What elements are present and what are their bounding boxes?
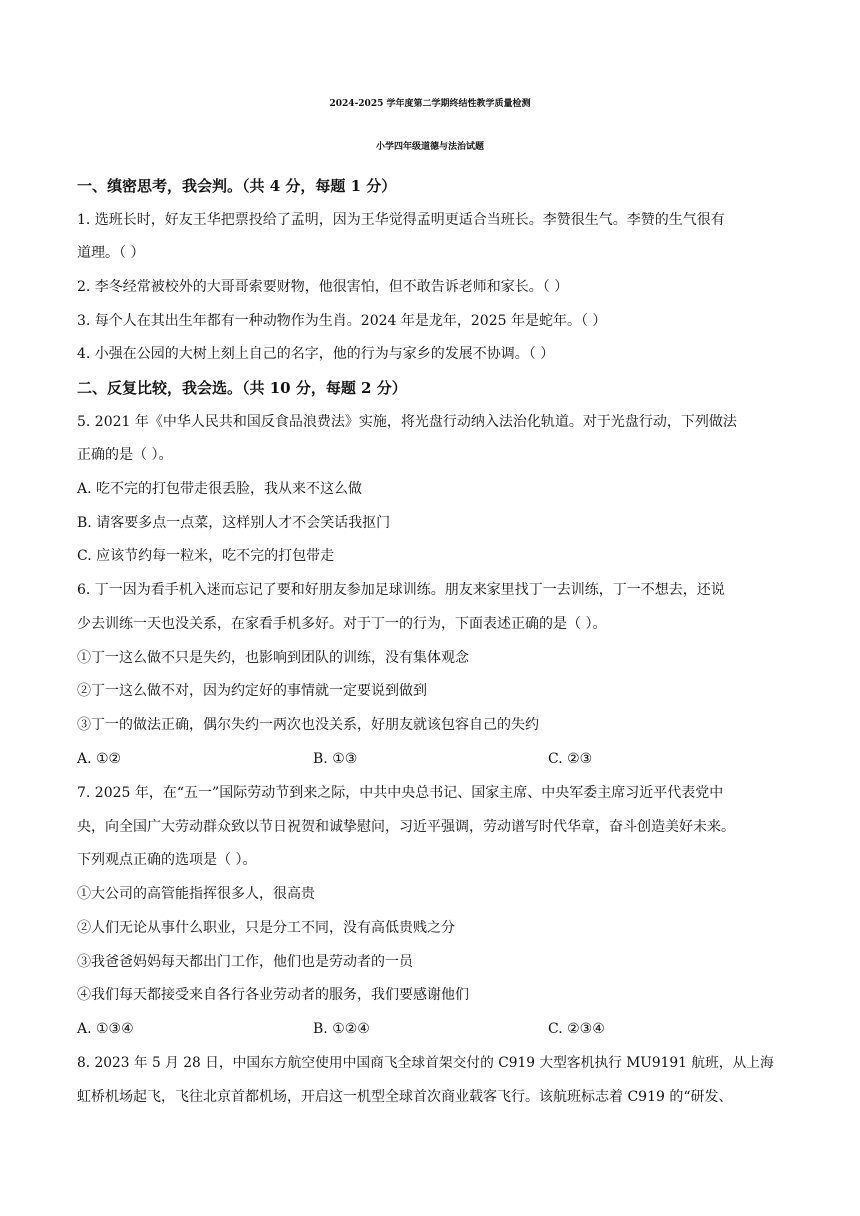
- question-8-line-1: 8. 2023 年 5 月 28 日，中国东方航空使用中国商飞全球首架交付的 C919 大型客机执行 MU9191 航班，从上海: [77, 1055, 774, 1071]
- question-5-option-a: A. 吃不完的打包带走很丢脸，我从来不这么做: [77, 481, 363, 497]
- question-2: 2. 李冬经常被校外的大哥哥索要财物，他很害怕，但不敢告诉老师和家长。（ ）: [77, 279, 569, 295]
- question-7-line-3: 下列观点正确的选项是（ ）。: [77, 852, 257, 868]
- question-5-option-b: B. 请客要多点一点菜，这样别人才不会笑话我抠门: [77, 515, 391, 531]
- section-2-heading: 二、反复比较，我会选。（共 10 分，每题 2 分）: [77, 379, 407, 397]
- question-7-statement-3: ③我爸爸妈妈每天都出门工作，他们也是劳动者的一员: [77, 954, 413, 970]
- question-7-line-1: 7. 2025 年，在“五一”国际劳动节到来之际，中共中央总书记、国家主席、中央军委主席习近平代表党中: [77, 785, 724, 801]
- question-3: 3. 每个人在其出生年都有一种动物作为生肖。2024 年是龙年，2025 年是蛇年。（ ）: [77, 313, 607, 329]
- question-7-option-b: B. ①②④: [313, 1021, 370, 1037]
- question-7-option-c: C. ②③④: [548, 1021, 605, 1037]
- question-7-statement-2: ②人们无论从事什么职业，只是分工不同，没有高低贵贱之分: [77, 920, 455, 936]
- question-4: 4. 小强在公园的大树上刻上自己的名字，他的行为与家乡的发展不协调。（ ）: [77, 346, 555, 362]
- question-7-line-2: 央，向全国广大劳动群众致以节日祝贺和诚挚慰问，习近平强调，劳动谱写时代华章，奋斗创造美好未来。: [77, 819, 735, 835]
- question-6-statement-3: ③丁一的做法正确，偶尔失约一两次也没关系，好朋友就该包容自己的失约: [77, 717, 539, 733]
- question-7-statement-4: ④我们每天都接受来自各行各业劳动者的服务，我们要感谢他们: [77, 987, 469, 1003]
- question-6-option-c: C. ②③: [548, 751, 593, 767]
- question-7-statement-1: ①大公司的高管能指挥很多人，很高贵: [77, 886, 315, 902]
- question-6-statement-2: ②丁一这么做不对，因为约定好的事情就一定要说到做到: [77, 683, 427, 699]
- question-1-line-2: 道理。（ ）: [77, 245, 145, 261]
- question-7-option-a: A. ①③④: [77, 1021, 134, 1037]
- exam-subtitle: 小学四年级道德与法治试题: [375, 142, 484, 152]
- exam-title: 2024-2025 学年度第二学期终结性教学质量检测: [329, 99, 531, 109]
- question-6-option-b: B. ①③: [313, 751, 358, 767]
- question-1-line-1: 1. 选班长时，好友王华把票投给了孟明，因为王华觉得孟明更适合当班长。李赞很生气。李赞的生气很有: [77, 212, 725, 228]
- question-6-line-1: 6. 丁一因为看手机入迷而忘记了要和好朋友参加足球训练。朋友来家里找丁一去训练，丁一不想去，还说: [77, 582, 725, 598]
- question-6-statement-1: ①丁一这么做不只是失约，也影响到团队的训练，没有集体观念: [77, 650, 469, 666]
- question-5-line-2: 正确的是（ ）。: [77, 447, 173, 463]
- question-5-option-c: C. 应该节约每一粒米，吃不完的打包带走: [77, 548, 335, 564]
- question-5-line-1: 5. 2021 年《中华人民共和国反食品浪费法》实施，将光盘行动纳入法治化轨道。对于光盘行动，下列做法: [77, 414, 737, 430]
- question-6-option-a: A. ①②: [77, 751, 122, 767]
- section-1-heading: 一、缜密思考，我会判。（共 4 分，每题 1 分）: [77, 177, 397, 195]
- question-6-line-2: 少去训练一天也没关系，在家看手机多好。对于丁一的行为，下面表述正确的是（ ）。: [77, 616, 607, 632]
- question-8-line-2: 虹桥机场起飞，飞往北京首都机场，开启这一机型全球首次商业载客飞行。该航班标志着 C919 的“研发、: [77, 1089, 733, 1105]
